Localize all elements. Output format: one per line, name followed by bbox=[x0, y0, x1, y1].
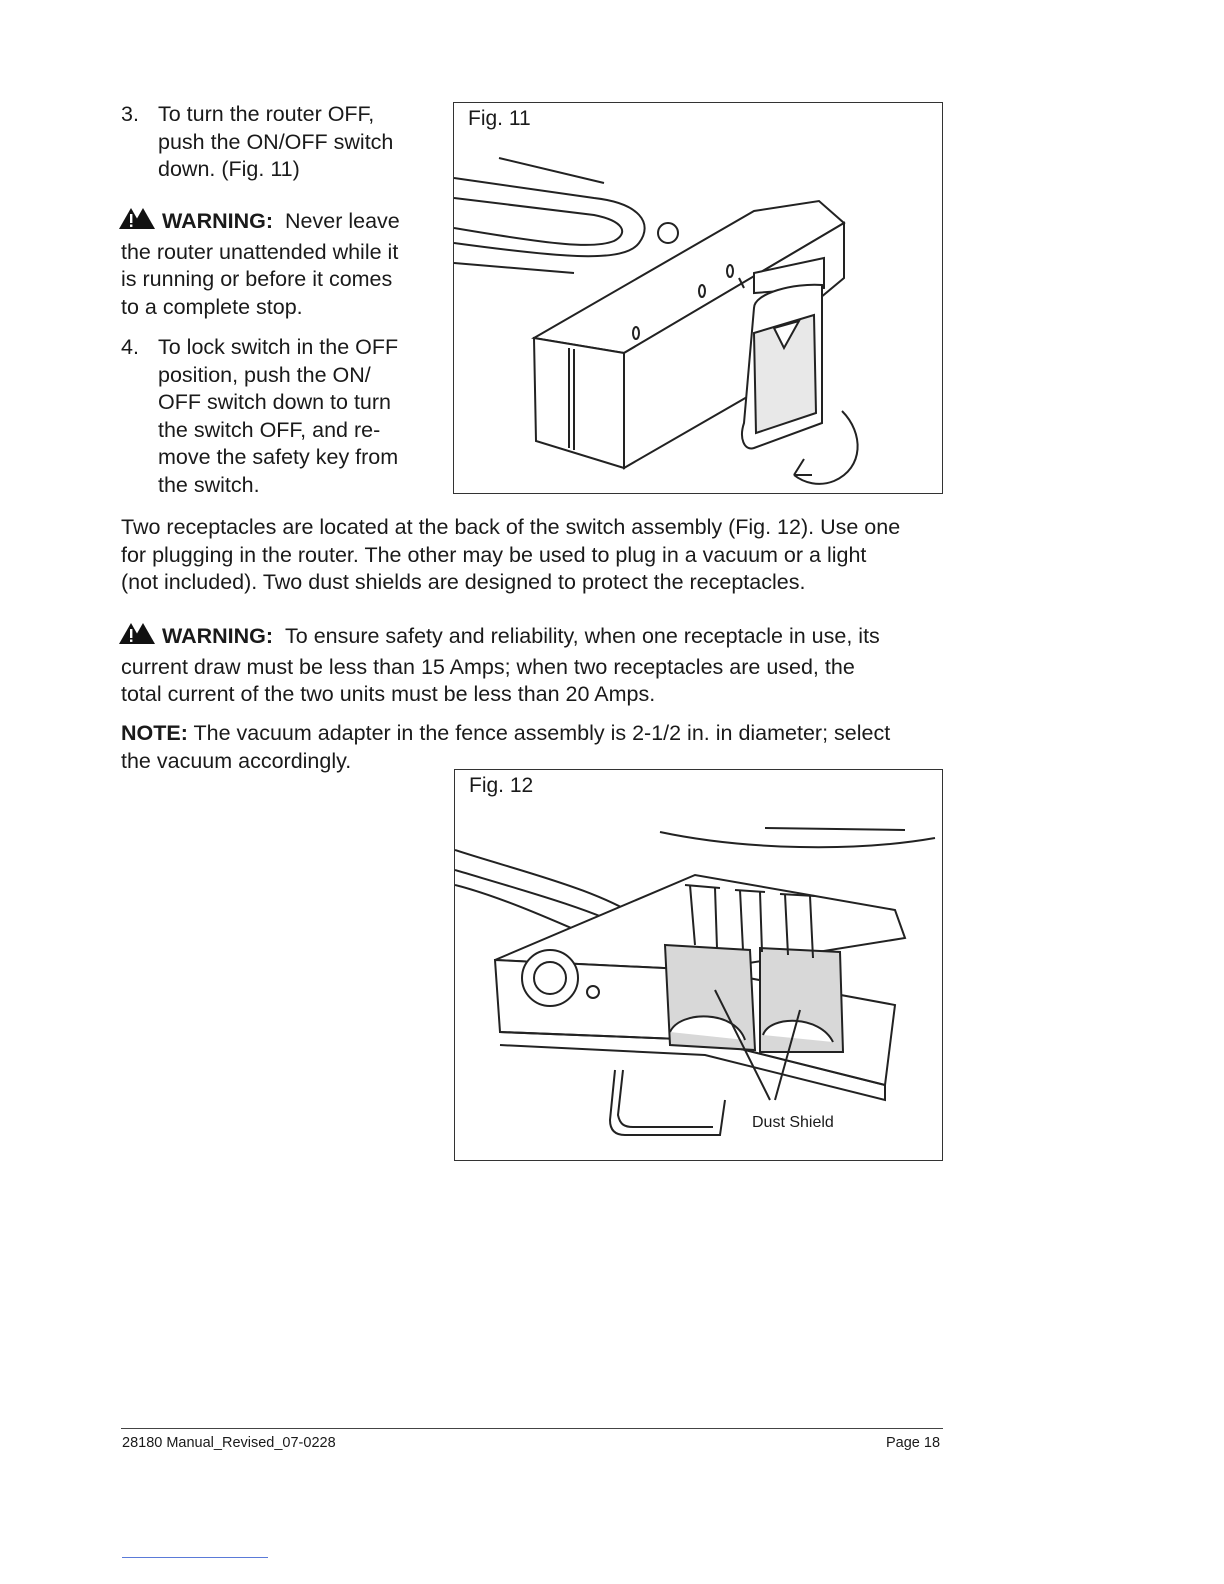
step-line: the switch OFF, and re- bbox=[158, 417, 381, 442]
note-line: the vacuum accordingly. bbox=[121, 748, 352, 773]
step-number: 3. bbox=[121, 102, 139, 126]
warning-label: WARNING: bbox=[162, 209, 274, 233]
switch-illustration bbox=[454, 103, 942, 493]
step-line: the switch. bbox=[158, 472, 260, 497]
figure-11 bbox=[453, 102, 943, 494]
step-line: move the safety key from bbox=[158, 445, 399, 469]
footer-document-id: 28180 Manual_Revised_07-0228 bbox=[122, 1435, 336, 1451]
step-line: To lock switch in the OFF bbox=[158, 335, 399, 359]
bottom-divider bbox=[122, 1557, 268, 1558]
warning-label: WARNING: bbox=[162, 624, 274, 648]
note-text: The vacuum adapter in the fence assembly is 2-1/2 in. in diameter; select bbox=[193, 721, 891, 745]
warning-icon bbox=[118, 622, 156, 654]
step-line: OFF switch down to turn bbox=[158, 390, 391, 414]
step-line: down. (Fig. 11) bbox=[158, 157, 300, 181]
step-number: 4. bbox=[121, 335, 139, 359]
figure-label: Fig. 12 bbox=[469, 774, 534, 797]
figure-12 bbox=[454, 769, 943, 1161]
note-label: NOTE: bbox=[121, 721, 188, 745]
step-line: position, push the ON/ bbox=[158, 362, 371, 387]
receptacle-illustration bbox=[455, 770, 942, 1160]
receptacles-paragraph bbox=[121, 514, 951, 597]
step-line: push the ON/OFF switch bbox=[158, 129, 394, 154]
warning-line: the router unattended while it bbox=[121, 239, 399, 264]
paragraph-line: (not included). Two dust shields are designed to protect the receptacles. bbox=[121, 570, 806, 594]
figure-label: Fig. 11 bbox=[468, 107, 531, 130]
paragraph-line: for plugging in the router. The other may be used to plug in a vacuum or a light bbox=[121, 542, 867, 567]
paragraph-line: Two receptacles are located at the back of the switch assembly (Fig. 12). Use one bbox=[121, 515, 901, 539]
warning-line: current draw must be less than 15 Amps; when two receptacles are used, the bbox=[121, 654, 855, 679]
warning-icon bbox=[118, 207, 156, 239]
warning-text: Never leave bbox=[285, 209, 400, 233]
warning-block-1 bbox=[118, 207, 428, 321]
note-block bbox=[121, 720, 951, 775]
warning-line: is running or before it comes bbox=[121, 267, 393, 291]
warning-block-2 bbox=[118, 622, 948, 709]
dust-shield-callout: Dust Shield bbox=[752, 1114, 834, 1131]
footer-page-number: Page 18 bbox=[886, 1435, 941, 1451]
step-line: To turn the router OFF, bbox=[158, 102, 375, 126]
warning-text: To ensure safety and reliability, when one receptacle in use, its bbox=[285, 624, 880, 648]
warning-line: to a complete stop. bbox=[121, 294, 303, 319]
warning-line: total current of the two units must be less than 20 Amps. bbox=[121, 682, 656, 706]
footer-rule bbox=[121, 1428, 943, 1429]
